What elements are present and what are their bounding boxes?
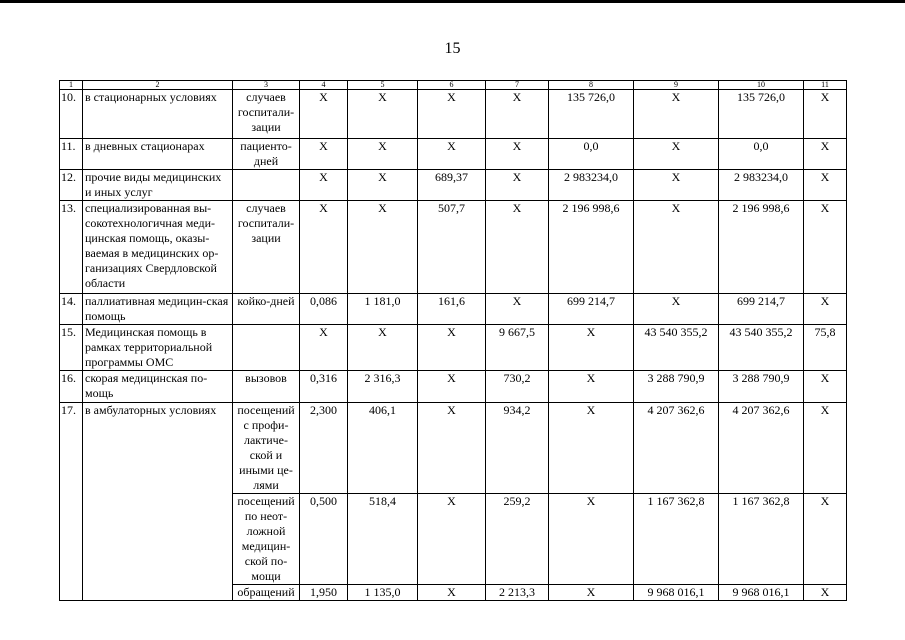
cell-c7: Х xyxy=(486,90,549,139)
cell-c11: Х xyxy=(804,371,847,403)
cell-c9: Х xyxy=(634,170,719,201)
cell-c6: 161,6 xyxy=(418,294,486,325)
cell-c5: Х xyxy=(348,139,418,170)
cell-c10: 43 540 355,2 xyxy=(719,325,804,371)
cell-c4: 2,300 xyxy=(300,403,348,494)
row-number: 14. xyxy=(60,294,83,325)
table-row xyxy=(60,170,847,201)
column-number: 9 xyxy=(634,81,719,90)
row-number: 10. xyxy=(60,90,83,139)
column-number: 2 xyxy=(83,81,233,90)
cell-c5: Х xyxy=(348,170,418,201)
cell-c11: Х xyxy=(804,201,847,294)
cell-c6: Х xyxy=(418,403,486,494)
cell-c9: 3 288 790,9 xyxy=(634,371,719,403)
cell-c5: 1 181,0 xyxy=(348,294,418,325)
column-number: 1 xyxy=(60,81,83,90)
table-row xyxy=(60,201,847,294)
cell-c7: Х xyxy=(486,139,549,170)
row-name: скорая медицинская по-мощь xyxy=(83,371,233,403)
column-number: 7 xyxy=(486,81,549,90)
row-name: паллиативная медицин-ская помощь xyxy=(83,294,233,325)
cell-c10: 0,0 xyxy=(719,139,804,170)
table-row xyxy=(60,294,847,325)
top-rule xyxy=(0,0,905,3)
cell-c8: Х xyxy=(549,371,634,403)
row-unit: случаев госпитали-зации xyxy=(233,201,300,294)
cell-c6: Х xyxy=(418,494,486,585)
cell-c10: 9 968 016,1 xyxy=(719,585,804,601)
cell-c5: Х xyxy=(348,201,418,294)
cell-c6: Х xyxy=(418,371,486,403)
cell-c9: 9 968 016,1 xyxy=(634,585,719,601)
page-number: 15 xyxy=(444,40,461,57)
cell-c11: Х xyxy=(804,585,847,601)
row-name: в дневных стационарах xyxy=(83,139,233,170)
column-number: 3 xyxy=(233,81,300,90)
table-row xyxy=(60,90,847,139)
cell-c11: Х xyxy=(804,403,847,494)
cell-c5: Х xyxy=(348,90,418,139)
cell-c6: Х xyxy=(418,325,486,371)
cell-c4: Х xyxy=(300,170,348,201)
row-unit xyxy=(233,325,300,371)
row-unit xyxy=(233,170,300,201)
cell-c10: 699 214,7 xyxy=(719,294,804,325)
row-unit: пациенто-дней xyxy=(233,139,300,170)
row-number: 11. xyxy=(60,139,83,170)
cell-c4: 0,086 xyxy=(300,294,348,325)
cell-c4: 0,316 xyxy=(300,371,348,403)
cell-c4: Х xyxy=(300,139,348,170)
cell-c6: Х xyxy=(418,585,486,601)
cell-c8: 2 983234,0 xyxy=(549,170,634,201)
table-row xyxy=(60,403,847,494)
cell-c9: 43 540 355,2 xyxy=(634,325,719,371)
cell-c7: 2 213,3 xyxy=(486,585,549,601)
row-unit: вызовов xyxy=(233,371,300,403)
cell-c9: Х xyxy=(634,201,719,294)
cell-c5: 406,1 xyxy=(348,403,418,494)
column-number: 8 xyxy=(549,81,634,90)
cell-c7: 9 667,5 xyxy=(486,325,549,371)
row-number: 16. xyxy=(60,371,83,403)
cell-c8: 0,0 xyxy=(549,139,634,170)
row-name: прочие виды медицинских и иных услуг xyxy=(83,170,233,201)
cell-c7: Х xyxy=(486,201,549,294)
cell-c4: Х xyxy=(300,325,348,371)
row-number: 15. xyxy=(60,325,83,371)
column-number: 5 xyxy=(348,81,418,90)
cell-c8: Х xyxy=(549,325,634,371)
cell-c8: 135 726,0 xyxy=(549,90,634,139)
column-number: 6 xyxy=(418,81,486,90)
cell-c5: Х xyxy=(348,325,418,371)
row-name: Медицинская помощь в рамках территориальной программы ОМС xyxy=(83,325,233,371)
cell-c11: Х xyxy=(804,494,847,585)
cell-c7: 730,2 xyxy=(486,371,549,403)
cell-c9: Х xyxy=(634,294,719,325)
cell-c10: 4 207 362,6 xyxy=(719,403,804,494)
cell-c9: Х xyxy=(634,90,719,139)
column-number: 4 xyxy=(300,81,348,90)
cell-c6: 507,7 xyxy=(418,201,486,294)
cell-c4: Х xyxy=(300,90,348,139)
cell-c4: Х xyxy=(300,201,348,294)
cell-c8: Х xyxy=(549,403,634,494)
cell-c7: 934,2 xyxy=(486,403,549,494)
row-unit: посещений с профи-лактиче-ской и иными це-лями xyxy=(233,403,300,494)
cell-c7: 259,2 xyxy=(486,494,549,585)
cell-c4: 0,500 xyxy=(300,494,348,585)
cell-c11: 75,8 xyxy=(804,325,847,371)
cell-c9: Х xyxy=(634,139,719,170)
cell-c4: 1,950 xyxy=(300,585,348,601)
table-row xyxy=(60,139,847,170)
cell-c6: Х xyxy=(418,139,486,170)
cell-c8: 2 196 998,6 xyxy=(549,201,634,294)
cell-c9: 1 167 362,8 xyxy=(634,494,719,585)
cell-c11: Х xyxy=(804,170,847,201)
cell-c5: 1 135,0 xyxy=(348,585,418,601)
cell-c7: Х xyxy=(486,170,549,201)
cell-c11: Х xyxy=(804,139,847,170)
cell-c10: 2 196 998,6 xyxy=(719,201,804,294)
cell-c5: 518,4 xyxy=(348,494,418,585)
row-unit: койко-дней xyxy=(233,294,300,325)
budget-table xyxy=(59,80,847,601)
cell-c11: Х xyxy=(804,294,847,325)
cell-c6: 689,37 xyxy=(418,170,486,201)
cell-c10: 3 288 790,9 xyxy=(719,371,804,403)
row-name: в стационарных условиях xyxy=(83,90,233,139)
table-row xyxy=(60,325,847,371)
row-unit: обращений xyxy=(233,585,300,601)
cell-c5: 2 316,3 xyxy=(348,371,418,403)
cell-c6: Х xyxy=(418,90,486,139)
column-number: 11 xyxy=(804,81,847,90)
row-name: в амбулаторных условиях xyxy=(83,403,233,601)
row-unit: посещений по неот-ложной медицин-ской по-мощи xyxy=(233,494,300,585)
cell-c8: Х xyxy=(549,494,634,585)
cell-c9: 4 207 362,6 xyxy=(634,403,719,494)
row-number: 12. xyxy=(60,170,83,201)
cell-c11: Х xyxy=(804,90,847,139)
cell-c8: Х xyxy=(549,585,634,601)
column-number-row xyxy=(60,81,847,90)
column-number: 10 xyxy=(719,81,804,90)
row-name: специализированная вы-сокотехнологичная меди-цинская помощь, оказы-ваемая в медицинских ор-ганизациях Свердловской области xyxy=(83,201,233,294)
row-number: 17. xyxy=(60,403,83,601)
cell-c10: 135 726,0 xyxy=(719,90,804,139)
row-number: 13. xyxy=(60,201,83,294)
table-row xyxy=(60,371,847,403)
row-unit: случаев госпитали-зации xyxy=(233,90,300,139)
cell-c10: 2 983234,0 xyxy=(719,170,804,201)
cell-c8: 699 214,7 xyxy=(549,294,634,325)
cell-c7: Х xyxy=(486,294,549,325)
cell-c10: 1 167 362,8 xyxy=(719,494,804,585)
